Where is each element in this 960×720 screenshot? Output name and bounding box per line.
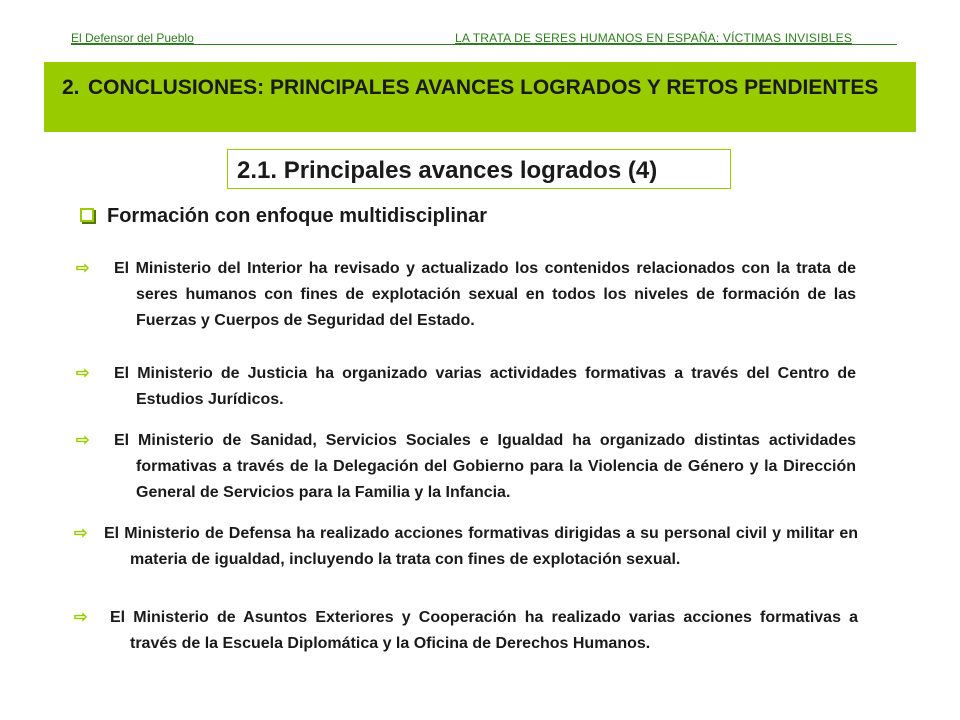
list-item: ⇨ El Ministerio de Defensa ha realizado acciones formativas dirigidas a su personal civil y militar en materia de igualdad, incluyendo la trata con fines de explotación sexual. — [74, 525, 858, 568]
header-left-title: El Defensor del Pueblo — [71, 31, 194, 45]
list-item: ⇨ El Ministerio de Justicia ha organizado varias actividades formativas a través del Centro de Estudios Jurídicos. — [76, 365, 856, 408]
list-item-text: El Ministerio de Asuntos Exteriores y Cooperación ha realizado varias acciones formativas a través de la Escuela Diplomática y la Oficina de Derechos Humanos. — [110, 609, 858, 652]
list-item: ⇨ El Ministerio de Asuntos Exteriores y Cooperación ha realizado varias acciones formativas a través de la Escuela Diplomática y la Oficina de Derechos Humanos. — [74, 609, 858, 652]
list-item-text: El Ministerio de Justicia ha organizado varias actividades formativas a través del Centro de Estudios Jurídicos. — [114, 365, 856, 408]
header-right-title: LA TRATA DE SERES HUMANOS EN ESPAÑA: VÍCTIMAS INVISIBLES — [455, 31, 853, 45]
list-item-text: El Ministerio de Defensa ha realizado acciones formativas dirigidas a su personal civil y militar en materia de igualdad, incluyendo la trata con fines de explotación sexual. — [104, 525, 858, 568]
section-heading-text: Formación con enfoque multidisciplinar — [107, 205, 488, 227]
list-item: ⇨ El Ministerio de Sanidad, Servicios Sociales e Igualdad ha organizado distintas actividades formativas a través de la Delegación del Gobierno para la Violencia de Género y la Dirección General de Servicios para la Familia y la Infancia. — [76, 432, 856, 501]
section-heading — [80, 205, 487, 228]
header-rule — [71, 44, 897, 45]
checkbox-bullet-icon — [80, 208, 94, 222]
subtitle: 2.1. Principales avances logrados (4) — [237, 157, 658, 184]
list-item-text: El Ministerio de Sanidad, Servicios Sociales e Igualdad ha organizado distintas actividades formativas a través de la Delegación del Gobierno para la Violencia de Género y la Dirección General de Servicios para la Familia y la Infancia. — [114, 432, 856, 501]
banner-title — [62, 74, 904, 101]
banner-title-text: CONCLUSIONES: PRINCIPALES AVANCES LOGRADOS Y RETOS PENDIENTES — [88, 76, 879, 99]
banner-number: 2. — [62, 76, 80, 99]
list-item: ⇨ El Ministerio del Interior ha revisado y actualizado los contenidos relacionados con la trata de seres humanos con fines de explotación sexual en todos los niveles de formación de las Fuerzas y Cuerpos de Seguridad del Estado. — [76, 260, 856, 329]
list-item-text: El Ministerio del Interior ha revisado y actualizado los contenidos relacionados con la trata de seres humanos con fines de explotación sexual en todos los niveles de formación de las Fuerzas y Cuerpos de Seguridad del Estado. — [114, 260, 856, 329]
